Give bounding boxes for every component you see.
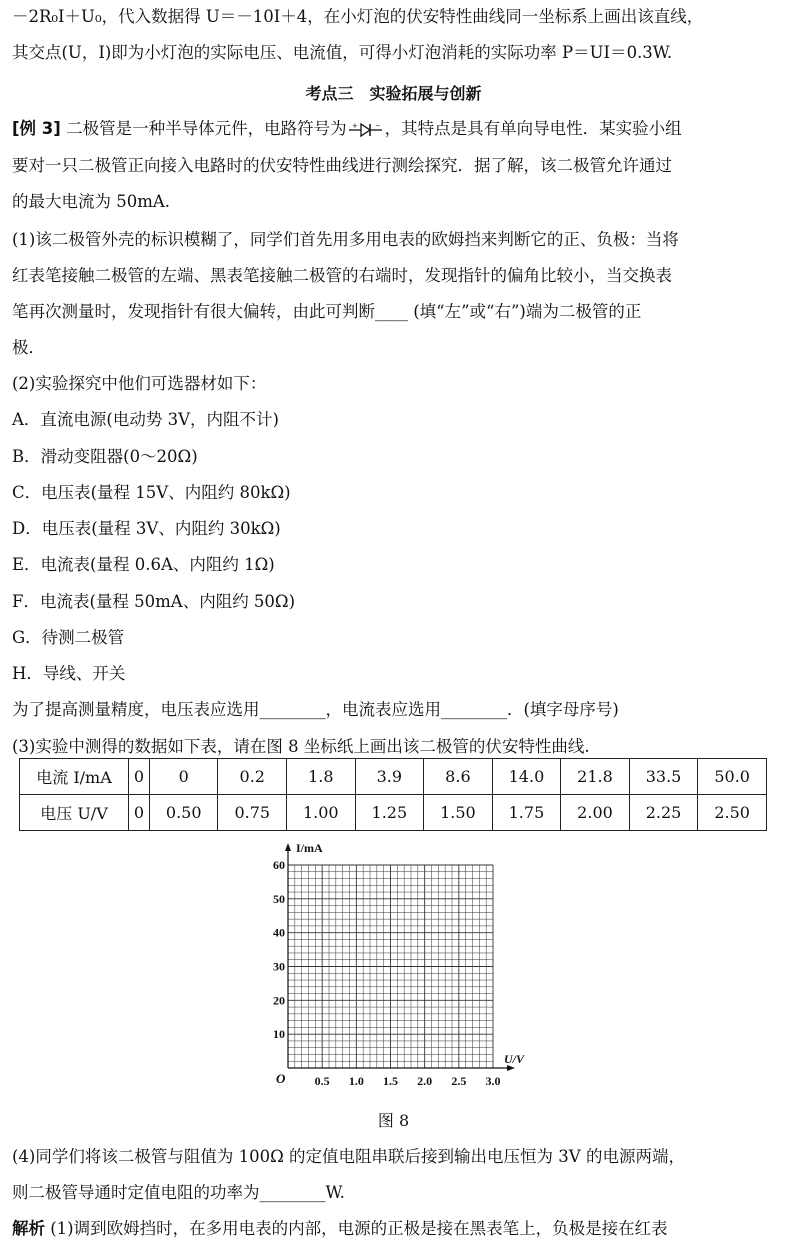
q4-line-2: 则二极管导通时定值电阻的功率为________W. [12,1183,345,1202]
table-cell: 0.2 [218,759,287,795]
analysis-line [12,1218,668,1240]
para-line-1: －2R₀I＋U₀，代入数据得 U＝－10I＋4，在小灯泡的伏安特性曲线同一坐标系上画出该直线， [12,7,704,26]
table-cell: 2.00 [561,795,630,831]
table-cell: 0 [149,759,218,795]
graph-paper-chart [260,838,525,1094]
y-tick-label: 40 [273,925,285,940]
q1-line-2: 红表笔接触二极管的左端、黑表笔接触二极管的右端时，发现指针的偏角比较小，当交换表 [12,266,672,285]
example-label: [例 3] [12,119,61,138]
data-table [19,758,767,831]
q2-intro: (2)实验探究中他们可选器材如下： [12,374,267,393]
option-h: H．导线、开关 [12,664,126,683]
x-tick-label: 2.0 [417,1074,433,1088]
option-b: B．滑动变阻器(0～20Ω) [12,447,198,466]
table-cell: 50.0 [698,759,767,795]
grid-lines [288,865,493,1068]
table-cell: 21.8 [561,759,630,795]
table-cell: 0 [129,759,150,795]
q4-line-1: (4)同学们将该二极管与阻值为 100Ω 的定值电阻串联后接到输出电压恒为 3V 的电源两端， [12,1147,685,1166]
x-tick-label: 0.5 [314,1074,330,1088]
y-axis-label: I/mA [296,841,323,855]
x-tick-label: 3.0 [485,1074,501,1088]
table-cell: 1.75 [492,795,561,831]
q1-line-1: (1)该二极管外壳的标识模糊了，同学们首先用多用电表的欧姆挡来判断它的正、负极：当将 [12,230,679,249]
y-tick-label: 20 [273,993,285,1008]
q1-line-4: 极． [12,338,45,357]
x-axis-label: U/V [504,1052,525,1066]
table-row-current [20,759,767,795]
table-cell: 0.75 [218,795,287,831]
svg-text:−: − [374,121,381,130]
analysis-label: 解析 [12,1219,45,1238]
option-e: E．电流表(量程 0.6A、内阻约 1Ω) [12,555,275,574]
table-cell: 14.0 [492,759,561,795]
x-tick-label: 2.5 [451,1074,467,1088]
option-a: A．直流电源(电动势 3V，内阻不计) [12,410,279,429]
table-cell: 3.9 [355,759,424,795]
option-g: G．待测二极管 [12,628,125,647]
table-header-current: 电流 I/mA [20,759,129,795]
tick-labels [273,841,525,1088]
example-line-2: 要对一只二极管正向接入电路时的伏安特性曲线进行测绘探究．据了解，该二极管允许通过 [12,156,672,175]
q1-line-3: 笔再次测量时，发现指针有很大偏转，由此可判断____ (填“左”或“右”)端为二极管的正 [12,302,642,321]
figure-caption: 图 8 [377,1111,410,1130]
table-cell: 1.50 [424,795,493,831]
x-tick-label: 1.0 [348,1074,364,1088]
x-tick-label: 1.5 [383,1074,398,1088]
svg-text:+: + [351,121,358,130]
example-line-1 [12,118,682,140]
example-text-a: 二极管是一种半导体元件，电路符号为 [66,119,347,138]
origin-label: O [276,1071,286,1086]
table-cell: 0 [129,795,150,831]
section-title: 考点三 实验拓展与创新 [305,84,482,103]
axes [285,843,515,1071]
table-cell: 8.6 [424,759,493,795]
example-text-b: ，其特点是具有单向导电性．某实验小组 [384,119,682,138]
analysis-text: (1)调到欧姆挡时，在多用电表的内部，电源的正极是接在黑表笔上，负极是接在红表 [50,1219,668,1238]
y-tick-label: 30 [273,959,285,974]
table-cell: 2.25 [629,795,698,831]
option-f: F．电流表(量程 50mA、内阻约 50Ω) [12,592,296,611]
table-cell: 1.25 [355,795,424,831]
y-tick-label: 60 [273,858,285,872]
para-line-2: 其交点(U，I)即为小灯泡的实际电压、电流值，可得小灯泡消耗的实际功率 P＝UI＝0.3W. [12,43,673,62]
q2-question: 为了提高测量精度，电压表应选用________，电流表应选用________．(填字母序号) [12,700,619,719]
table-header-voltage: 电压 U/V [20,795,129,831]
diode-symbol-icon [349,122,383,138]
table-cell: 1.8 [287,759,356,795]
option-c: C．电压表(量程 15V、内阻约 80kΩ) [12,483,291,502]
example-line-3: 的最大电流为 50mA. [12,192,171,211]
y-tick-label: 10 [273,1027,285,1042]
y-axis-arrow-icon [285,843,291,851]
table-cell: 33.5 [629,759,698,795]
table-row-voltage [20,795,767,831]
option-d: D．电压表(量程 3V、内阻约 30kΩ) [12,519,281,538]
y-tick-label: 50 [273,891,285,906]
table-cell: 1.00 [287,795,356,831]
q3-intro: (3)实验中测得的数据如下表，请在图 8 坐标纸上画出该二极管的伏安特性曲线. [12,737,590,756]
table-cell: 0.50 [149,795,218,831]
table-cell: 2.50 [698,795,767,831]
